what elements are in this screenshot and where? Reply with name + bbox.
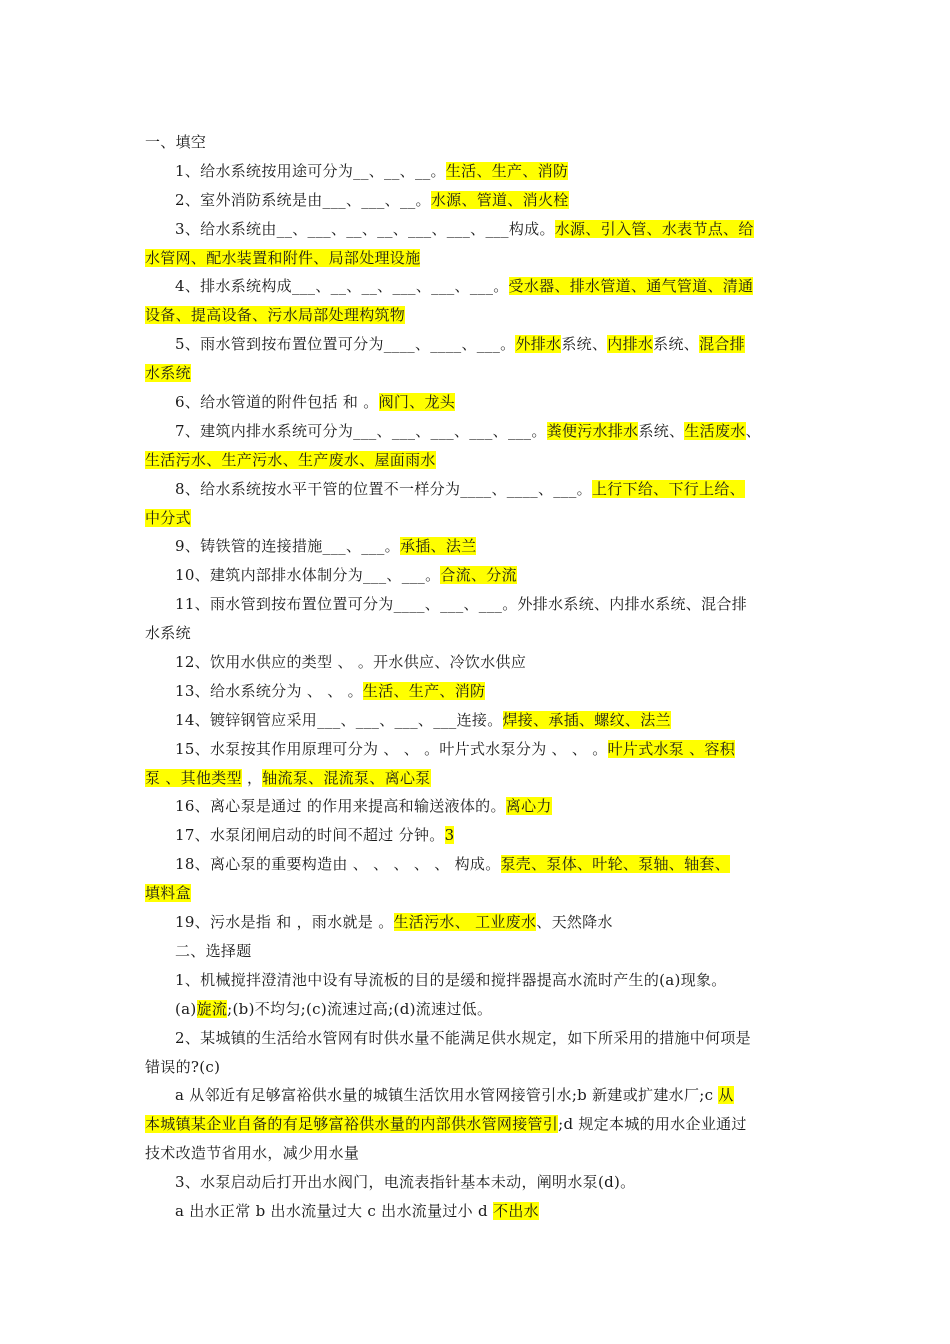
text-line (145, 966, 810, 995)
highlighted-answer: 生活废水 (684, 421, 746, 440)
text-line (145, 1053, 810, 1082)
text-line (145, 792, 810, 821)
text-line (145, 128, 810, 157)
text-line (145, 215, 810, 244)
highlighted-answer: 水系统 (145, 364, 191, 383)
text-line (145, 995, 810, 1024)
text-segment: 、天然降水 (536, 913, 613, 932)
text-segment: 18、离心泵的重要构造由 、 、 、 、 、 构成。 (175, 855, 501, 874)
highlighted-answer: 水源、引入管、水表节点、给 (554, 219, 754, 238)
text-segment: 5、雨水管到按布置位置可分为____、____、___。 (175, 335, 516, 354)
text-line (145, 1168, 810, 1197)
highlighted-answer: 生活污水、 工业废水 (393, 913, 537, 932)
text-segment: 7、建筑内排水系统可分为___、___、___、___、___。 (175, 421, 547, 440)
text-line (145, 706, 810, 735)
text-line (145, 850, 810, 879)
highlighted-answer: 生活、生产、消防 (362, 681, 486, 700)
highlighted-answer: 从 (718, 1086, 734, 1105)
text-line (145, 619, 810, 648)
text-line (145, 417, 810, 446)
text-line (145, 1139, 810, 1168)
text-segment: ， (241, 768, 263, 787)
text-segment: 1、机械搅拌澄清池中设有导流板的目的是缓和搅拌器提高水流时产生的(a)现象。 (175, 970, 727, 989)
text-segment: 2、某城镇的生活给水管网有时供水量不能满足供水规定，如下所采用的措施中何项是 (175, 1028, 751, 1047)
text-segment: 17、水泵闭闸启动的时间不超过 分钟。 (175, 826, 445, 845)
highlighted-answer: 上行下给、下行上给、 (591, 479, 745, 498)
text-segment: 系统、 (653, 335, 700, 354)
highlighted-answer: 轴流泵、混流泵、离心泵 (262, 768, 431, 787)
highlighted-answer: 生活污水、生产污水、生产废水、屋面雨水 (145, 450, 436, 469)
document-page (145, 128, 810, 1226)
text-segment: 19、污水是指 和 ，雨水就是 。 (175, 913, 394, 932)
text-line (145, 1024, 810, 1053)
highlighted-answer: 承插、法兰 (399, 537, 477, 556)
text-segment: 11、雨水管到按布置位置可分为____、___、___。外排水系统、内排水系统、混合排 (175, 595, 747, 614)
text-segment: a 出水正常 b 出水流量过大 c 出水流量过小 d (175, 1201, 494, 1220)
highlighted-answer: 生活、生产、消防 (445, 161, 569, 180)
text-line (145, 590, 810, 619)
highlighted-answer: 粪便污水排水 (546, 421, 639, 440)
text-line (145, 937, 810, 966)
text-segment: ;d 规定本城的用水企业通过 (558, 1115, 747, 1134)
text-line (145, 504, 810, 533)
highlighted-answer: 水管网、配水装置和附件、局部处理设施 (145, 248, 421, 267)
text-line (145, 301, 810, 330)
text-segment: 6、给水管道的附件包括 和 。 (175, 393, 379, 412)
text-segment: 系统、 (561, 335, 608, 354)
highlighted-answer: 离心力 (505, 797, 552, 816)
highlighted-answer: 不出水 (493, 1201, 539, 1220)
highlighted-answer: 中分式 (145, 508, 191, 527)
text-line (145, 244, 810, 273)
highlighted-answer: 3 (444, 826, 455, 845)
text-line (145, 879, 810, 908)
text-segment: 水系统 (145, 624, 191, 643)
text-segment: 3、水泵启动后打开出水阀门，电流表指针基本未动，阐明水泵(d)。 (175, 1173, 636, 1192)
highlighted-answer: 叶片式水泵 、容积 (607, 739, 736, 758)
text-segment: 8、给水系统按水平干管的位置不一样分为____、____、___。 (175, 479, 592, 498)
highlighted-answer: 内排水 (607, 335, 654, 354)
highlighted-answer: 水源、管道、消火栓 (430, 190, 569, 209)
text-line (145, 908, 810, 937)
text-line (145, 446, 810, 475)
text-line (145, 157, 810, 186)
text-line (145, 272, 810, 301)
highlighted-answer: 阀门、龙头 (378, 393, 456, 412)
text-segment: 1、给水系统按用途可分为__、__、__。 (175, 161, 446, 180)
text-segment: 10、建筑内部排水体制分为___、___。 (175, 566, 441, 585)
text-segment: 4、排水系统构成___、__、__、___、___、___。 (175, 277, 509, 296)
text-segment: 14、镀锌钢管应采用___、___、___、___连接。 (175, 710, 503, 729)
text-segment: 技术改造节省用水，减少用水量 (145, 1144, 360, 1163)
highlighted-answer: 泵壳、泵体、叶轮、泵轴、轴套、 (500, 855, 731, 874)
highlighted-answer: 泵 、其他类型 (145, 768, 242, 787)
text-segment: 二、选择题 (175, 941, 252, 960)
highlighted-answer: 合流、分流 (440, 566, 517, 585)
text-line (145, 186, 810, 215)
text-line (145, 764, 810, 793)
highlighted-answer: 焊接、承插、螺纹、法兰 (502, 710, 671, 729)
text-segment: (a) (175, 999, 197, 1018)
text-segment: 15、水泵按其作用原理可分为 、 、 。叶片式水泵分为 、 、 。 (175, 739, 608, 758)
text-line (145, 359, 810, 388)
text-line (145, 475, 810, 504)
text-line (145, 388, 810, 417)
highlighted-answer: 外排水 (515, 335, 562, 354)
text-segment: 13、给水系统分为 、 、 。 (175, 681, 363, 700)
highlighted-answer: 填料盒 (145, 884, 191, 903)
text-segment: 16、离心泵是通过 的作用来提高和输送液体的。 (175, 797, 506, 816)
text-segment: ;(b)不均匀;(c)流速过高;(d)流速过低。 (227, 999, 493, 1018)
text-line (145, 1197, 810, 1226)
text-segment: 错误的?(c) (145, 1057, 221, 1076)
text-segment: 12、饮用水供应的类型 、 。开水供应、冷饮水供应 (175, 653, 527, 672)
text-line (145, 648, 810, 677)
highlighted-answer: 旋流 (196, 999, 228, 1018)
text-segment: 、 (745, 421, 761, 440)
text-line (145, 821, 810, 850)
highlighted-answer: 设备、提高设备、污水局部处理构筑物 (145, 306, 406, 325)
text-segment: 系统、 (638, 421, 685, 440)
text-segment: 2、室外消防系统是由___、___、__。 (175, 190, 431, 209)
text-line (145, 1081, 810, 1110)
text-segment: 9、铸铁管的连接措施___、___。 (175, 537, 400, 556)
text-line (145, 677, 810, 706)
highlighted-answer: 本城镇某企业自备的有足够富裕供水量的内部供水管网接管引 (145, 1115, 559, 1134)
text-line (145, 561, 810, 590)
text-line (145, 1110, 810, 1139)
text-line (145, 532, 810, 561)
text-segment: 一、填空 (145, 133, 207, 151)
text-line (145, 735, 810, 764)
highlighted-answer: 混合排 (699, 335, 745, 354)
text-segment: 3、给水系统由__、___、__、__、___、___、___构成。 (175, 219, 555, 238)
text-segment: a 从邻近有足够富裕供水量的城镇生活饮用水管网接管引水;b 新建或扩建水厂;c (175, 1086, 719, 1105)
text-line (145, 330, 810, 359)
highlighted-answer: 受水器、排水管道、通气管道、清通 (508, 277, 754, 296)
